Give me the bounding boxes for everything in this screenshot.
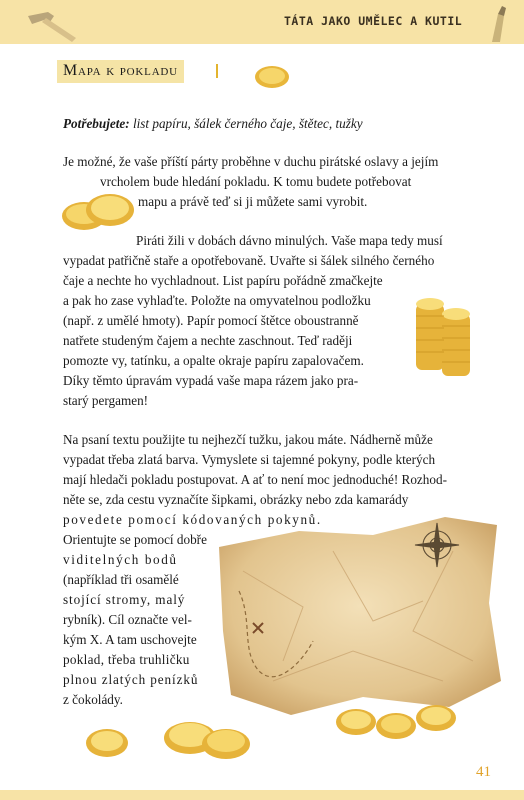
paragraph-line: poklad, třeba truhličku [63,652,190,667]
paragraph-line: (např. z umělé hmoty). Papír pomocí štětce oboustranně [63,313,359,328]
treasure-map-illustration [213,511,503,721]
gold-coin-icon [254,64,290,90]
paragraph-line: viditelných bodů [63,552,178,567]
paragraph-line: plnou zlatých penízků [63,672,199,687]
paragraph-line: Na psaní textu použijte tu nejhezčí tužku, jakou máte. Nádherně může [63,432,433,447]
title-accent-mark [216,64,218,78]
paragraph-line: povedete pomocí kódovaných pokynů. [63,512,322,527]
paragraph-line: Orientujte se pomocí dobře [63,532,207,547]
paragraph-line: vypadat patřičně staře a opotřebovaně. Uvařte si šálek silného černého [63,253,435,268]
paragraph-line: mapu a právě teď si ji můžete sami vyrobit. [138,194,368,209]
paragraph-line: Je možné, že vaše příští párty proběhne v duchu pirátské oslavy a jejím [63,154,439,169]
gold-coins-stack-icon [58,190,136,234]
gold-coin-icon [84,726,130,760]
paragraph-line: Díky těmto úpravám vypadá vaše mapa rázem jako pra- [63,373,359,388]
paragraph-line: Piráti žili v dobách dávno minulých. Vaše mapa tedy musí [136,233,443,248]
paragraph-line: pomozte vy, tatínku, a opalte okraje papíru zapalovačem. [63,353,364,368]
paragraph-line: něte se, zda cestu vyznačíte šipkami, obrázky nebo zda kamarády [63,492,409,507]
footer-band [0,790,524,800]
paragraph-line: mají hledači pokladu postupovat. A ať to není moc jednoduché! Rozhod- [63,472,447,487]
paragraph-line: rybník). Cíl označte vel- [63,612,192,627]
paragraph-line: z čokolády. [63,692,123,707]
paragraph-line: stojící stromy, malý [63,592,186,607]
needs-items: list papíru, šálek černého čaje, štětec, tužky [132,116,363,131]
running-title: TÁTA JAKO UMĚLEC A KUTIL [284,14,463,28]
gold-coins-pile-icon [160,704,254,764]
paintbrush-icon [480,4,516,44]
paragraph-line: (například tři osamělé [63,572,179,587]
paragraph-line: a pak ho zase vyhlaďte. Položte na omyvatelnou podložku [63,293,371,308]
needs-line [63,114,363,134]
paragraph-line: natřete studeným čajem a nechte zaschnout. Teď raději [63,333,353,348]
paragraph-line: vrcholem bude hledání pokladu. K tomu budete potřebovat [100,174,412,189]
page-number: 41 [476,764,491,780]
paragraph-line: čaje a nechte ho vychladnout. List papíru pořádně zmačkejte [63,273,383,288]
gold-coins-row-icon [334,700,460,744]
paragraph-line: starý pergamen! [63,393,149,408]
needs-label: Potřebujete: [63,116,130,131]
hammer-icon [22,6,80,44]
gold-coins-column-icon [412,290,474,382]
section-title: Mapa k pokladu [57,60,184,83]
paragraph-line: vypadat třeba zlatá barva. Vymyslete si tajemné pokyny, podle kterých [63,452,436,467]
paragraph-line: kým X. A tam uschovejte [63,632,197,647]
